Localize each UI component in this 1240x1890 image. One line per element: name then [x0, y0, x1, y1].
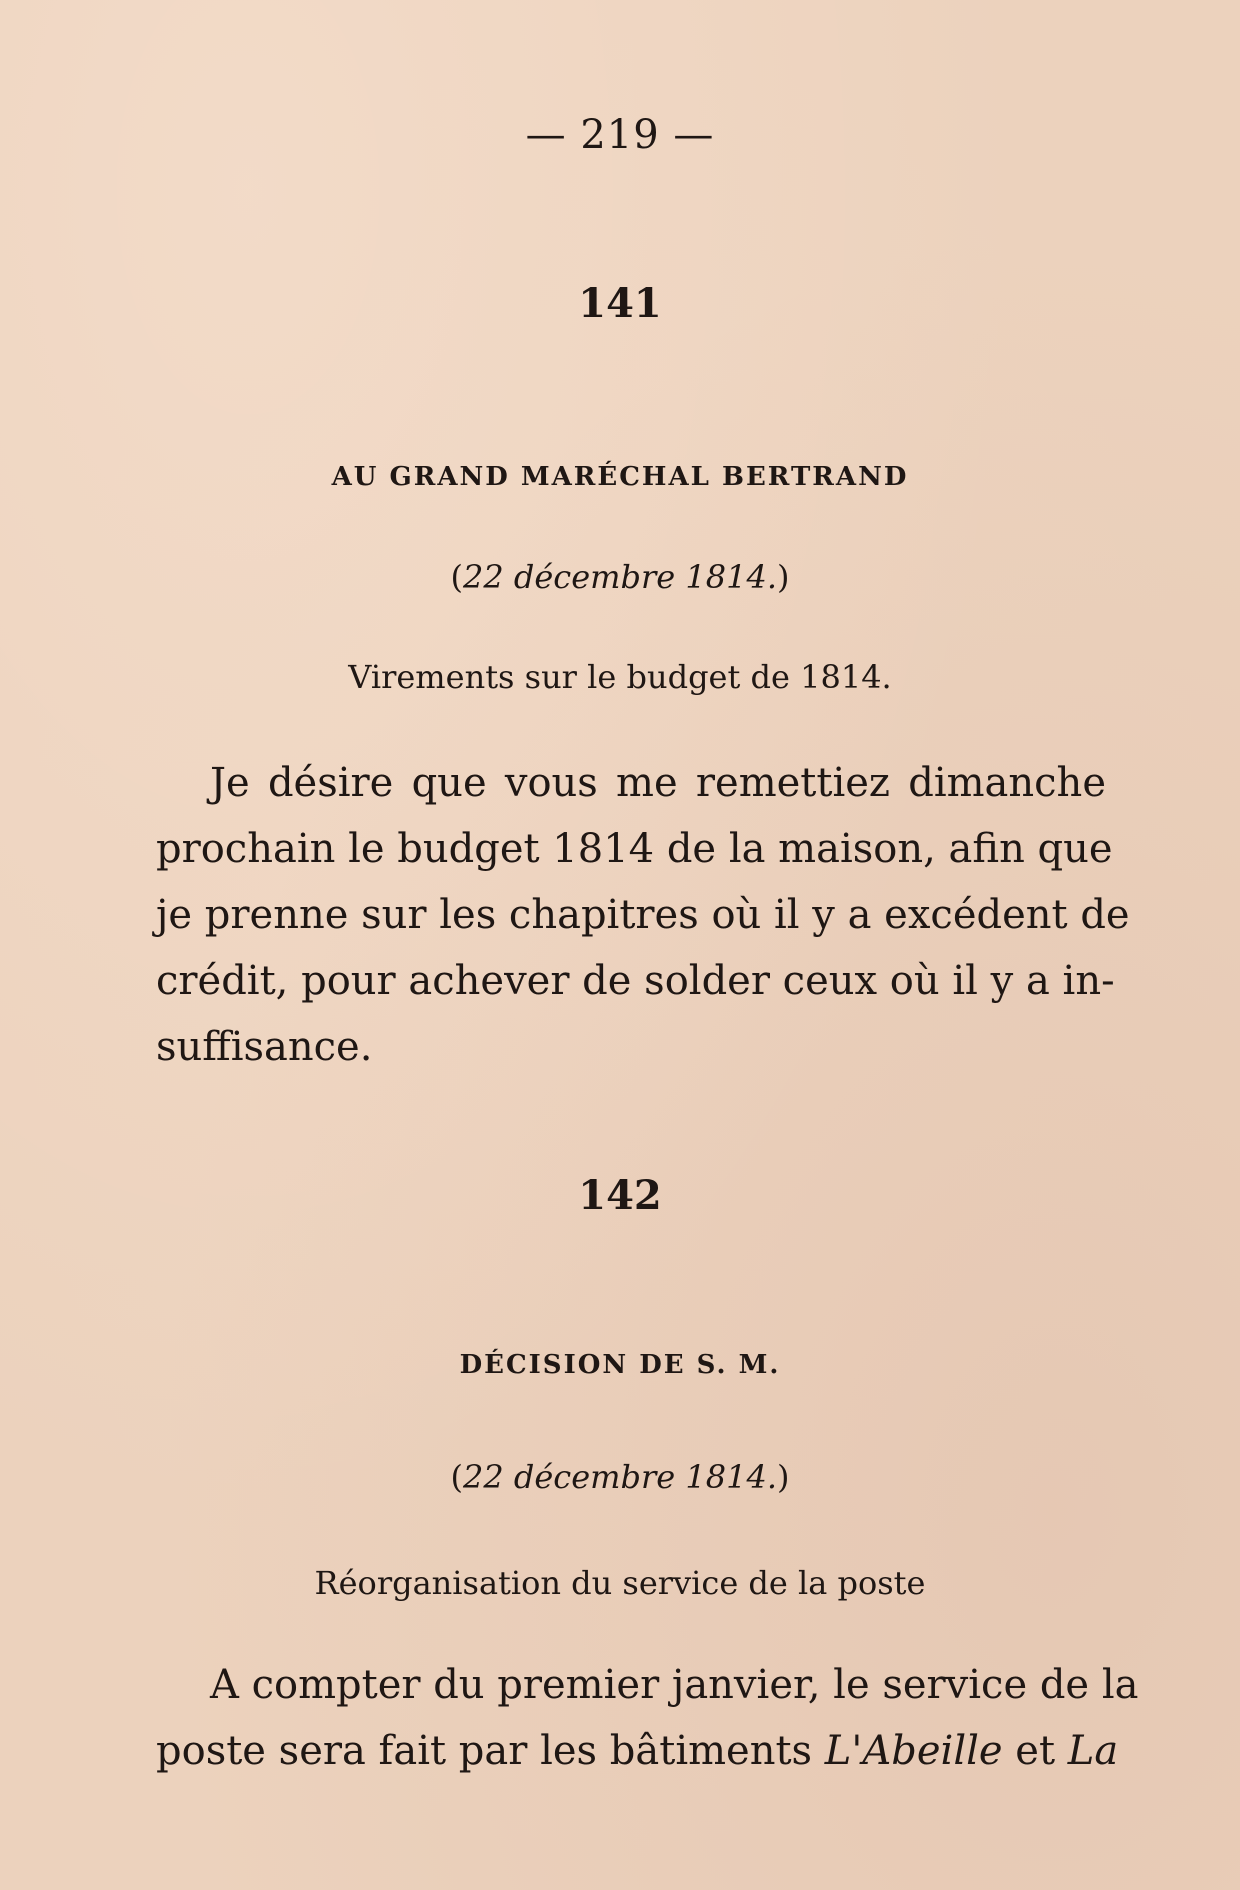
page-number: — 219 —	[525, 112, 715, 158]
body-142	[156, 1652, 1139, 1784]
document-number-142: 142	[578, 1172, 662, 1219]
body-line: je prenne sur les chapitres où il y a excédent de	[156, 892, 1130, 938]
date-text: 22 décembre 1814.	[462, 558, 777, 596]
date-text: 22 décembre 1814.	[462, 1458, 777, 1496]
heading-decision-sm: DÉCISION DE S. M.	[459, 1350, 781, 1380]
body-line: prochain le budget 1814 de la maison, afin que	[156, 826, 1113, 872]
body-line: suffisance.	[156, 1024, 373, 1070]
date-141	[0, 558, 1240, 596]
date-close-paren: )	[777, 558, 790, 596]
body-line: A compter du premier janvier, le service de la	[210, 1662, 1139, 1708]
ship-name: L'Abeille	[824, 1728, 1003, 1774]
heading-grand-marechal-bertrand: AU GRAND MARÉCHAL BERTRAND	[331, 462, 909, 492]
subject-141: Virements sur le budget de 1814.	[348, 658, 892, 696]
body-141	[156, 750, 1130, 1080]
date-142	[0, 1458, 1240, 1496]
ship-name: La	[1067, 1728, 1119, 1774]
date-open-paren: (	[450, 1458, 463, 1496]
document-number-141: 141	[578, 280, 662, 327]
conjunction: et	[1015, 1728, 1056, 1774]
body-line: crédit, pour achever de solder ceux où il y a in-	[156, 958, 1115, 1004]
body-line-text: poste sera fait par les bâtiments	[156, 1728, 813, 1774]
body-line	[156, 1718, 1119, 1784]
body-line: Je désire que vous me remettiez dimanche	[210, 760, 1106, 806]
date-open-paren: (	[450, 558, 463, 596]
date-close-paren: )	[777, 1458, 790, 1496]
subject-142: Réorganisation du service de la poste	[314, 1564, 926, 1602]
